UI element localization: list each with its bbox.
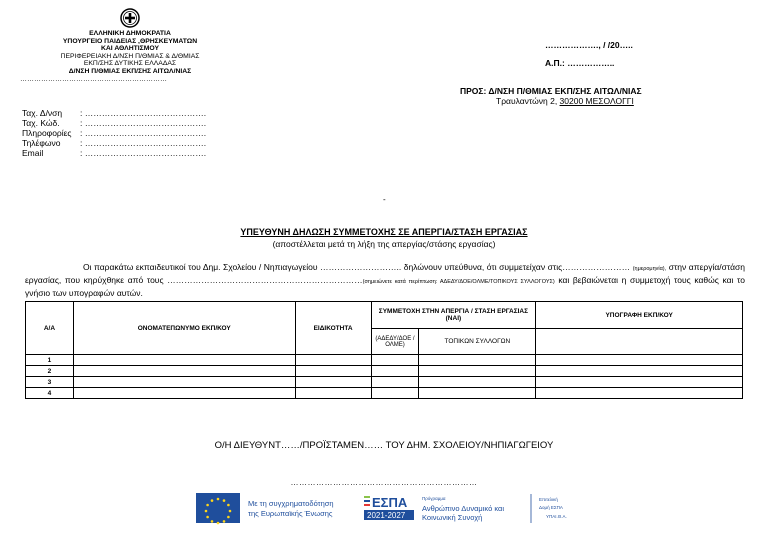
espa-years: 2021-2027 (367, 511, 406, 520)
contact-fields (22, 108, 206, 158)
header-signature: ΥΠΟΓΡΑΦΗ ΕΚΠ/ΚΟΥ (536, 302, 743, 329)
paragraph-part-1: Οι παρακάτω εκπαιδευτικοί του Δημ. Σχολείου / Νηπιαγωγείου ……………………….. δηλώνουν υπεύθυνα, ότι συμμετείχαν στις…………………… (83, 262, 631, 272)
date-line[interactable]: ………………., / /20….. (545, 40, 633, 50)
signature-blank (536, 329, 743, 355)
eu-flag-icon (196, 493, 240, 523)
header-line-3: ΚΑΙ ΑΘΛΗΤΙΣΜΟΥ (100, 45, 160, 53)
table-row: 3 (26, 377, 743, 388)
eu-text-2: της Ευρωπαϊκής Ένωσης (248, 509, 333, 518)
field-address: Ταχ. Δ/νση : ……………………………………. (22, 108, 207, 118)
paragraph-part-2: στην απεργία/στάση εργασίας, που κηρύχθηκε από τους …………………………………………………………… (25, 262, 745, 285)
espa-logo: ΕΣΠΑ (372, 495, 408, 510)
field-phone: Τηλέφωνο : ……………………………………. (22, 138, 207, 148)
participants-table (25, 301, 743, 399)
field-email: Email : ……………………………………. (22, 148, 207, 158)
header-name: ΟΝΟΜΑΤΕΠΩΝΥΜΟ ΕΚΠ/ΚΟΥ (73, 302, 295, 355)
field-postcode: Ταχ. Κώδ. : ……………………………………. (22, 118, 207, 128)
recipient-title: ΠΡΟΣ: Δ/ΝΣΗ Π/ΘΜΙΑΣ ΕΚΠ/ΣΗΣ ΑΙΤΩΛ/ΝΙΑΣ (460, 86, 642, 96)
header-line-6: Δ/ΝΣΗ Π/ΘΜΙΑΣ ΕΚΠ/ΣΗΣ ΑΙΤΩΛ/ΝΙΑΣ (68, 67, 192, 75)
recipient-address: Τραυλαντώνη 2, 30200 ΜΕΣΟΛΟΓΓΙ (496, 96, 634, 106)
header-participation: ΣΥΜΜΕΤΟΧΗ ΣΤΗΝ ΑΠΕΡΓΙΑ / ΣΤΑΣΗ ΕΡΓΑΣΙΑΣ (ΝΑΙ) (371, 302, 536, 329)
header-line-5: ΕΚΠ/ΣΗΣ ΔΥΤΙΚΗΣ ΕΛΛΑΔΑΣ (83, 60, 177, 68)
header-specialty: ΕΙΔΙΚΟΤΗΤΑ (295, 302, 371, 355)
program-line-1: Ανθρώπινο Δυναμικό και (422, 504, 504, 513)
document-title: ΥΠΕΥΘΥΝΗ ΔΗΛΩΣΗ ΣΥΜΜΕΤΟΧΗΣ ΣΕ ΑΠΕΡΓΙΑ/ΣΤΑΣΗ ΕΡΓΑΣΙΑΣ (240, 227, 528, 237)
paragraph-part-3: και βεβαιώνεται η συμμετοχή τους καθώς και το γνήσιο των υπογραφών αυτών. (25, 275, 746, 298)
paragraph-date-note: (ημερομηνία), (632, 266, 667, 272)
protocol-number[interactable]: Α.Π.: …………….. (545, 58, 615, 68)
funding-banner (196, 491, 596, 526)
separator-dash: - (383, 195, 386, 204)
field-info: Πληροφορίες : ……………………………………. (22, 128, 207, 138)
signatory-line: Ο/Η ΔΙΕΥΘΥΝΤ……/ΠΡΟΪΣΤΑΜΕΝ…… ΤΟΥ ΔΗΜ. ΣΧΟΛΕΙΟΥ/ΝΗΠΙΑΓΩΓΕΙΟΥ (214, 440, 554, 451)
header-line-2: ΥΠΟΥΡΓΕΙΟ ΠΑΙΔΕΙΑΣ ,ΘΡΗΣΚΕΥΜΑΤΩΝ (62, 37, 198, 45)
paragraph-union-note: (σημειώνετε κατά περίπτωση: ΑΔΕΔΥ/ΔΟΕ/ΟΛΜΕ/ΤΟΠΙΚΟΥΣ ΣΥΛΛΟΓΟΥΣ) (362, 279, 555, 285)
table-row: 2 (26, 366, 743, 377)
header-sub-adedy: (ΑΔΕΔΥ/ΔΟΕ /ΟΛΜΕ) (371, 329, 419, 355)
declaration-paragraph (25, 262, 745, 299)
greek-emblem-icon (120, 8, 140, 28)
header-line-1: ΕΛΛΗΝΙΚΗ ΔΗΜΟΚΡΑΤΙΑ (89, 30, 171, 37)
recipient-city: 30200 ΜΕΣΟΛΟΓΓΙ (559, 96, 634, 106)
program-small-label: Πρόγραμμα (422, 496, 446, 501)
authority-line-2: Δομή ΕΣΠΑ (539, 505, 563, 510)
signature-dots[interactable]: ………………………………………………………… (290, 478, 478, 487)
eu-text-1: Με τη συγχρηματοδότηση (248, 499, 334, 508)
header-dots: ……………………………………………………… (20, 75, 167, 83)
funding-logos (196, 491, 596, 526)
table-row: 4 (26, 388, 743, 399)
table-row: 1 (26, 355, 743, 366)
ministry-header (20, 8, 240, 83)
document-subtitle: (αποστέλλεται μετά τη λήξη της απεργίας/στάσης εργασίας) (272, 239, 496, 249)
recipient-block (460, 86, 642, 106)
authority-line-3: ΥΠΑΙ.Θ.Α. (546, 514, 567, 519)
header-sub-local: ΤΟΠΙΚΩΝ ΣΥΛΛΟΓΩΝ (419, 329, 536, 355)
header-aa: Α/Α (26, 302, 74, 355)
program-line-2: Κοινωνική Συνοχή (422, 513, 483, 522)
header-line-4: ΠΕΡΙΦΕΡΕΙΑΚΗ Δ/ΝΣΗ Π/ΘΜΙΑΣ & Δ/ΘΜΙΑΣ (60, 52, 200, 60)
authority-line-1: Επιτελική (539, 497, 558, 502)
